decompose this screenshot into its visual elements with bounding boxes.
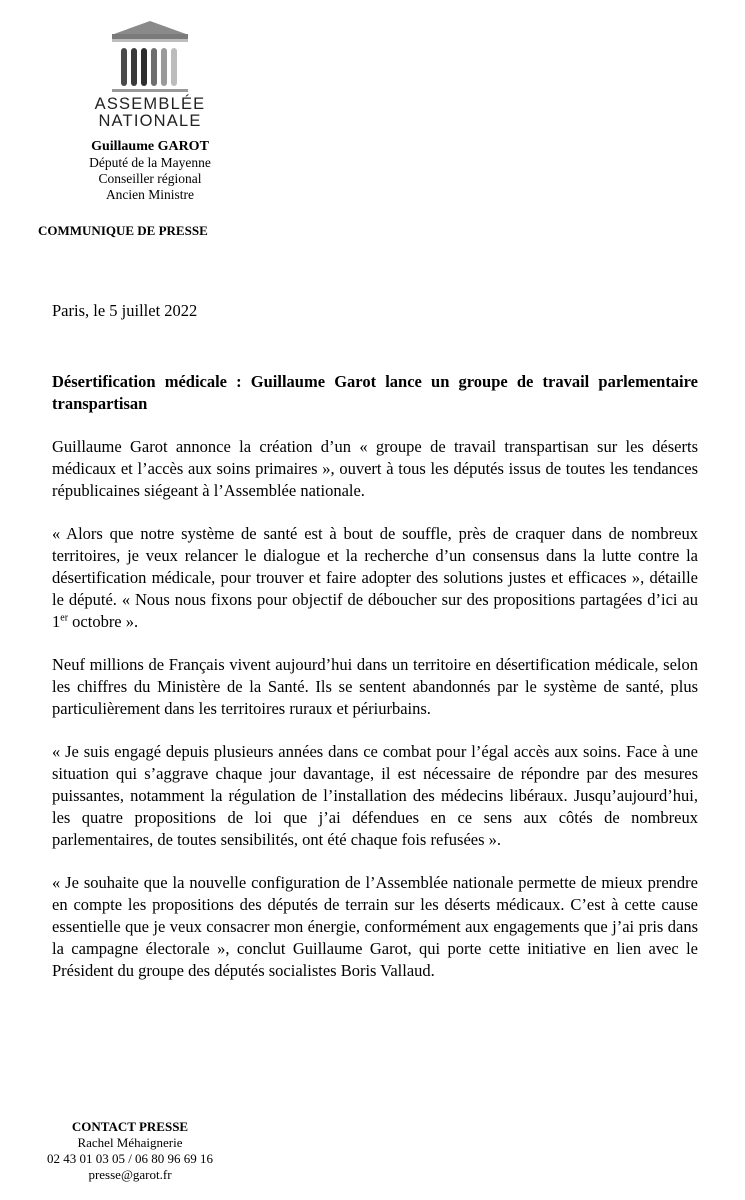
- logo-line-1: ASSEMBLÉE: [94, 95, 206, 113]
- paragraph-5: « Je souhaite que la nouvelle configuration de l’Assemblée nationale permette de mieux prendre en compte les propositions des députés de terrain sur les déserts médicaux. C’est à cette cause essentielle que je veux consacrer mon énergie, conformément aux engagements que j’ai pris dans la campagne électorale », conclut Guillaume Garot, qui porte cette initiative en lien avec le Président du groupe des députés socialistes Boris Vallaud.: [52, 873, 698, 980]
- press-contact: [30, 1119, 230, 1183]
- paragraph-2-text: « Alors que notre système de santé est à bout de souffle, près de craquer dans de nombreux territoires, je veux relancer le dialogue et la recherche d’un consensus dans la lutte contre la désertification médicale, pour trouver et faire adopter des solutions justes et efficaces », détaille le député. « Nous nous fixons pour objectif de déboucher sur des propositions partagées d’ici au 1: [52, 524, 698, 631]
- document-type: COMMUNIQUE DE PRESSE: [38, 223, 208, 238]
- paragraph-4: « Je suis engagé depuis plusieurs années dans ce combat pour l’égal accès aux soins. Face à une situation qui s’aggrave chaque jour davantage, il est nécessaire de répondre par des mesures puissantes, notamment la régulation de l’installation des médecins libéraux. Jusqu’aujourd’hui, les quatre propositions de loi que j’ai défendues en ce sens aux côtés de nombreux parlementaires, de toutes sensibilités, ont été chaque fois refusées ».: [52, 742, 698, 849]
- paragraph-2-end: octobre ».: [68, 612, 139, 631]
- paragraph-1: Guillaume Garot annonce la création d’un « groupe de travail transpartisan sur les déserts médicaux et l’accès aux soins primaires », ouvert à tous les députés issus de toutes les tendances républicaines siégeant à l’Assemblée nationale.: [52, 437, 698, 500]
- paragraph-2: [52, 523, 698, 633]
- assemblee-nationale-logo: [108, 18, 192, 96]
- press-release-body: [52, 371, 698, 1003]
- logo-text: [60, 96, 240, 130]
- headline: Désertification médicale : Guillaume Garot lance un groupe de travail parlementaire transpartisan: [52, 372, 698, 413]
- contact-person: Rachel Méhaignerie: [77, 1135, 183, 1150]
- contact-label: CONTACT PRESSE: [71, 1119, 189, 1134]
- date-line: Paris, le 5 juillet 2022: [52, 301, 198, 320]
- deputy-name: Guillaume GAROT: [91, 139, 209, 154]
- paragraph-3: Neuf millions de Français vivent aujourd’hui dans un territoire en désertification médicale, selon les chiffres du Ministère de la Santé. Ils se sentent abandonnés par le système de santé, plus particulièrement dans les territoires ruraux et périurbains.: [52, 655, 698, 718]
- logo-line-2: NATIONALE: [98, 112, 202, 130]
- contact-phones: 02 43 01 03 05 / 06 80 96 69 16: [46, 1151, 214, 1166]
- letterhead: [60, 18, 240, 203]
- role-former-minister: Ancien Ministre: [105, 187, 195, 202]
- superscript-er: er: [60, 612, 69, 624]
- role-deputy: Député de la Mayenne: [89, 155, 211, 170]
- contact-email: presse@garot.fr: [88, 1167, 172, 1182]
- role-regional-councillor: Conseiller régional: [98, 171, 202, 186]
